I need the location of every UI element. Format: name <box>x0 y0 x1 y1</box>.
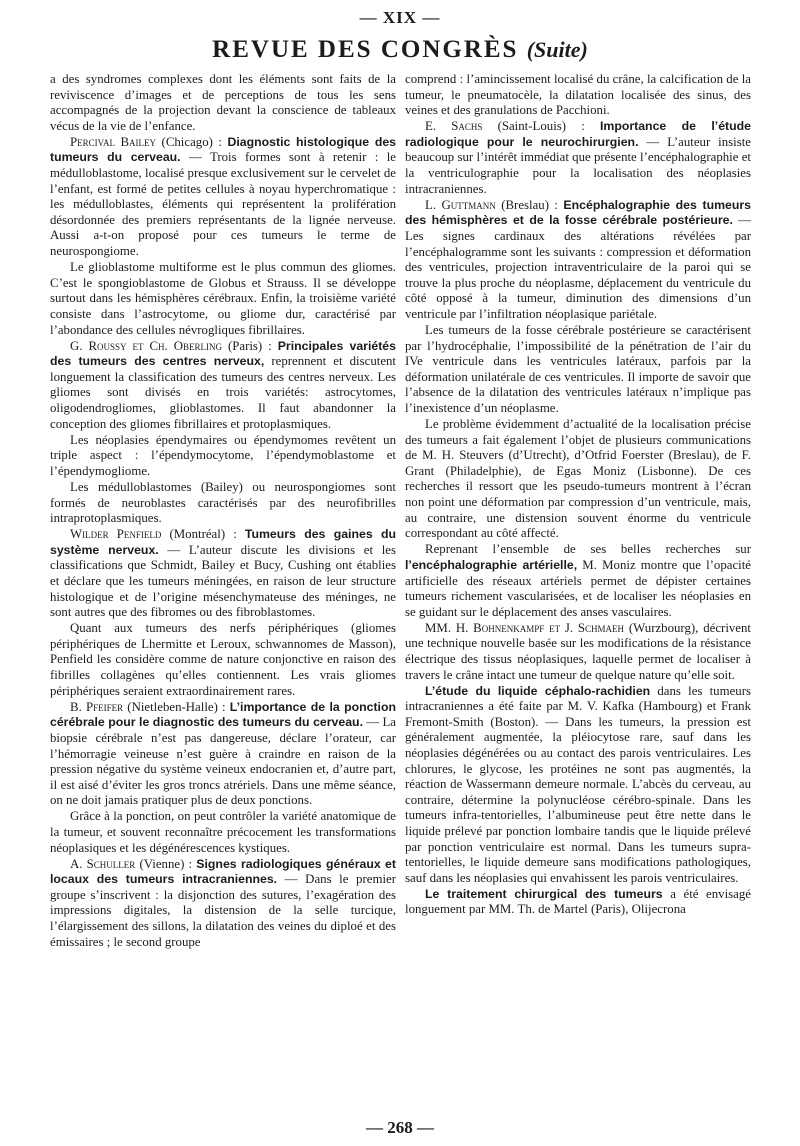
paragraph-heading: Le traitement chirurgical des tumeurs <box>425 886 663 901</box>
paragraph-text: — L’auteur insiste beaucoup sur l’intérêt immédiat que présente l’encéphalographie et la ventriculographie pour la localisation des néoplasies intracraniennes. <box>405 134 751 196</box>
paragraph <box>50 857 396 951</box>
author-name: G. Roussy et Ch. Oberling <box>70 338 222 353</box>
author-name: Percival Bailey <box>70 134 157 149</box>
paragraph-heading: l’encéphalographie artérielle, <box>405 557 578 572</box>
paragraph <box>50 809 396 856</box>
paragraph <box>405 72 751 119</box>
author-place: (Nietleben-Halle) : <box>123 699 230 714</box>
paragraph-text: — Dans le premier groupe s’inscrivent : la disjonction des sutures, l’exagération des impressions digitales, la distension de la selle turcique, l’élargissement des sillons, la dilatation des veines du diploé et des émissaires ; le second groupe <box>50 872 396 949</box>
author-name: A. Schuller <box>70 856 136 871</box>
paragraph-heading: Diagnostic histologique des tumeurs du cerveau. <box>50 134 397 165</box>
paragraph <box>405 119 751 197</box>
title-text: REVUE DES CONGRÈS <box>212 36 519 63</box>
left-column <box>50 72 396 950</box>
paragraph <box>50 339 396 433</box>
paragraph-text: — L’auteur discute les divisions et les classifications que Schmidt, Bailey et Bucy, Cushing ont établies et déclare que les tumeurs méningées, en raison de leur structure histologique et de l’origine mésenchymateuse des méninges, ne sont autres que des fibromes ou des fibroblastomes. <box>50 542 396 620</box>
right-column <box>405 72 751 918</box>
author-name: B. Pfeifer <box>70 699 124 714</box>
author-place: (Saint-Louis) : <box>482 119 600 134</box>
author-name: MM. H. Bohnenkampf et J. Schmaeh <box>425 620 625 635</box>
author-place: (Wurzbourg), <box>624 620 704 635</box>
paragraph-text: Les médulloblastomes (Bailey) ou neurospongiomes sont formés de neuroblastes caractérisés par des neurofibrilles intraprotoplasmiques. <box>50 479 396 526</box>
paragraph <box>405 621 751 683</box>
paragraph-heading: Principales variétés des tumeurs des centres nerveux, <box>50 338 396 369</box>
paragraph-text: Les néoplasies épendymaires ou épendymomes revêtent un triple aspect : l’épendymocytome, l’épendymoblastome et l’épendymogliome. <box>50 432 396 478</box>
paragraph-text: a été envisagé longuement par MM. Th. de Martel (Paris), Olijecrona <box>405 886 751 917</box>
paragraph-text: Quant aux tumeurs des nerfs périphériques (gliomes périphériques de Lhermitte et Leroux, schwannomes de Masson), Penfield les considère comme de nature conjonctive en raison des fibrilles collagènes qu’elles contiennent. Les vrais gliomes périphériques seraient extraordinairement rares. <box>50 621 396 698</box>
paragraph <box>405 887 751 918</box>
paragraph-text: M. Moniz montre que l’opacité artificielle des réseaux artériels permet de dépister certaines tumeurs richement vascularisées, et de localiser les néoplasies en se guidant sur le déplacement des anses vasculaires. <box>405 557 752 619</box>
paragraph <box>50 433 396 480</box>
paragraph-heading: L’étude du liquide céphalo-rachidien <box>425 683 651 698</box>
author-place: (Montréal) : <box>161 527 245 542</box>
paragraph <box>50 621 396 699</box>
author-name: L. Guttmann <box>425 197 496 212</box>
paragraph-heading: Signes radiologiques généraux et locaux des tumeurs intracraniennes. <box>50 856 396 887</box>
section-folio: — XIX — <box>359 8 441 27</box>
page-title <box>0 36 800 64</box>
author-place: (Breslau) : <box>495 197 564 212</box>
paragraph <box>405 542 751 620</box>
paragraph-text: Grâce à la ponction, on peut contrôler la variété anatomique de la tumeur, et souvent reconnaître précocement les transformations néoplasiques et les dégénérescences kystiques. <box>50 809 396 855</box>
paragraph <box>405 198 751 323</box>
paragraph <box>50 260 396 338</box>
paragraph-heading: L’importance de la ponction cérébrale pour le diagnostic des tumeurs du cerveau. <box>50 699 396 730</box>
paragraph <box>50 527 396 621</box>
author-name: Wilder Penfield <box>70 527 162 542</box>
paragraph-text: — La biopsie cérébrale n’est pas dangereuse, déclare l’orateur, car l’hémorragie veineuse n’est guère à craindre en raison de la pression négative du système veineux endocranien et, d’autre part, il est aisé d’éviter les gros troncs atrériels. Dans une même séance, on ne doit jamais pratiquer plus de deux ponctions. <box>50 715 397 808</box>
paragraph <box>50 72 396 134</box>
paragraph <box>405 323 751 417</box>
paragraph-text: Les tumeurs de la fosse cérébrale postérieure se caractérisent par l’hydrocéphalie, l’impossibilité de la pénétration de l’air du IVe ventricule dans les ventricules latéraux, parfois par la déformation unilatérale de ces ventricules. Il importe de savoir que l’absence de la dilatation des ventricules latéraux n’implique pas l’inexistence d’un néoplasme. <box>405 323 751 415</box>
paragraph <box>405 684 751 887</box>
paragraph-text: reprennent et discutent longuement la classification des tumeurs des centres nerveux. Les gliomes sont divisés en trois variétés: astrocytomes, oligodendrogliomes, glioblastomes. Il faut abandonner la conception des gliomes fibrillaires et protoplasmiques. <box>50 354 397 431</box>
author-name: E. Sachs <box>425 119 483 134</box>
paragraph-text: — Les signes cardinaux des altérations révélées par l’encéphalogramme sont les suivants : compression et déformation des ventricules, projection intraventriculaire de la paroi qui se trouve la plus proche du néoplasme, déplacement du ventricule du côté opposé à la tumeur, diminution des dimensions d’un ventricule par l’infiltration néoplasique pariétale. <box>405 213 751 321</box>
paragraph <box>50 480 396 527</box>
paragraph-heading: Importance de l’étude radiologique pour le neurochirurgien. <box>405 119 751 149</box>
author-place: (Vienne) : <box>135 856 197 871</box>
paragraph-heading: Tumeurs des gaines du système nerveux. <box>50 527 396 557</box>
author-place: (Paris) : <box>221 338 278 353</box>
paragraph-lead: Reprenant l’ensemble de ses belles recherches sur <box>425 542 751 557</box>
page-number: — 268 — <box>366 1118 434 1137</box>
paragraph <box>50 700 396 809</box>
paragraph-text: dans les tumeurs intracraniennes a été faite par M. V. Kafka (Hambourg) et Frank Fremont-Smith (Boston). — Dans les tumeurs, la pression est généralement augmentée, la pléiocytose rare, sauf dans les néoplasies dégénérées ou au contact des parois ventriculaires. Les chlorures, le glycose, les protéines ne sont pas augmentés, la réaction de Wassermann demeure normale. L’abcès du cerveau, au contraire, détermine la polynucléose cérébro-spinale. Dans les tumeurs infra-tentorielles, l’albumineuse peut être nette dans le liquide prélevé par ponction lombaire tandis que le liquide prélevé par ponction ventriculaire est normal. Dans les tumeurs supra-tentorielles, le liquide demeure sans modifications pathologiques, sauf dans les néoplasies qui envahissent les parois ventriculaires. <box>405 683 751 885</box>
paragraph-text: Le glioblastome multiforme est le plus commun des gliomes. C’est le spongioblastome de Globus et Strauss. Il se développe surtout dans les hémisphères cérébraux. Enfin, la troisième variété consiste dans l’astrocytome, ou gliome dur, caractérisé par l’abondance des cellules névrogliques fibrillaires. <box>50 260 396 337</box>
paragraph <box>50 135 396 260</box>
paragraph-heading: Encéphalographie des tumeurs des hémisphères et de la fosse cérébrale postérieure. <box>405 197 751 228</box>
paragraph-text: a des syndromes complexes dont les éléments sont faits de la reviviscence d’images et de perceptions de tous les sens accompagnés de la projection devant la conscience de tableaux vécus de la vie de l’enfance. <box>50 72 396 133</box>
paragraph-text: comprend : l’amincissement localisé du crâne, la calcification de la tumeur, le pneumatocèle, la dilatation localisée des sinus, des veines et des granulations de Pacchioni. <box>405 72 751 118</box>
author-place: (Chicago) : <box>156 134 228 149</box>
paragraph-text: Le problème évidemment d’actualité de la localisation précise des tumeurs a fait également l’objet de plusieurs communications de M. H. Steuvers (d’Utrecht), d’Otfrid Foerster (Breslau), de F. Grant (Philadelphie), de Egas Moniz (Lisbonne). De ces recherches il ressort que les pseudo-tumeurs montrent à l’écran non point une déformation par compression d’un ventricule, mais, au contraire, une distension souvent énorme du ventricule correspondant au côté affecté. <box>405 417 751 541</box>
paragraph-text: décrivent une technique nouvelle basée sur les modifications de la résistance électrique des tissus néoplasiques, laquelle permet de localiser à travers le crâne intact une tumeur de quelque nature qu’elle soit. <box>405 620 752 682</box>
paragraph-text: — Trois formes sont à retenir : le médulloblastome, localisé presque exclusivement sur le cervelet de l’enfant, est formé de petites cellules à noyau hyperchromatique : les médulloblastes, éléments qui représentent la prolifération désordonnée des premiers représentants de la lignée nerveuse. Aussi a-t-on proposé pour ces tumeurs le terme de neurospongiome. <box>50 150 396 259</box>
paragraph <box>405 417 751 542</box>
title-suffix: (Suite) <box>526 37 588 62</box>
